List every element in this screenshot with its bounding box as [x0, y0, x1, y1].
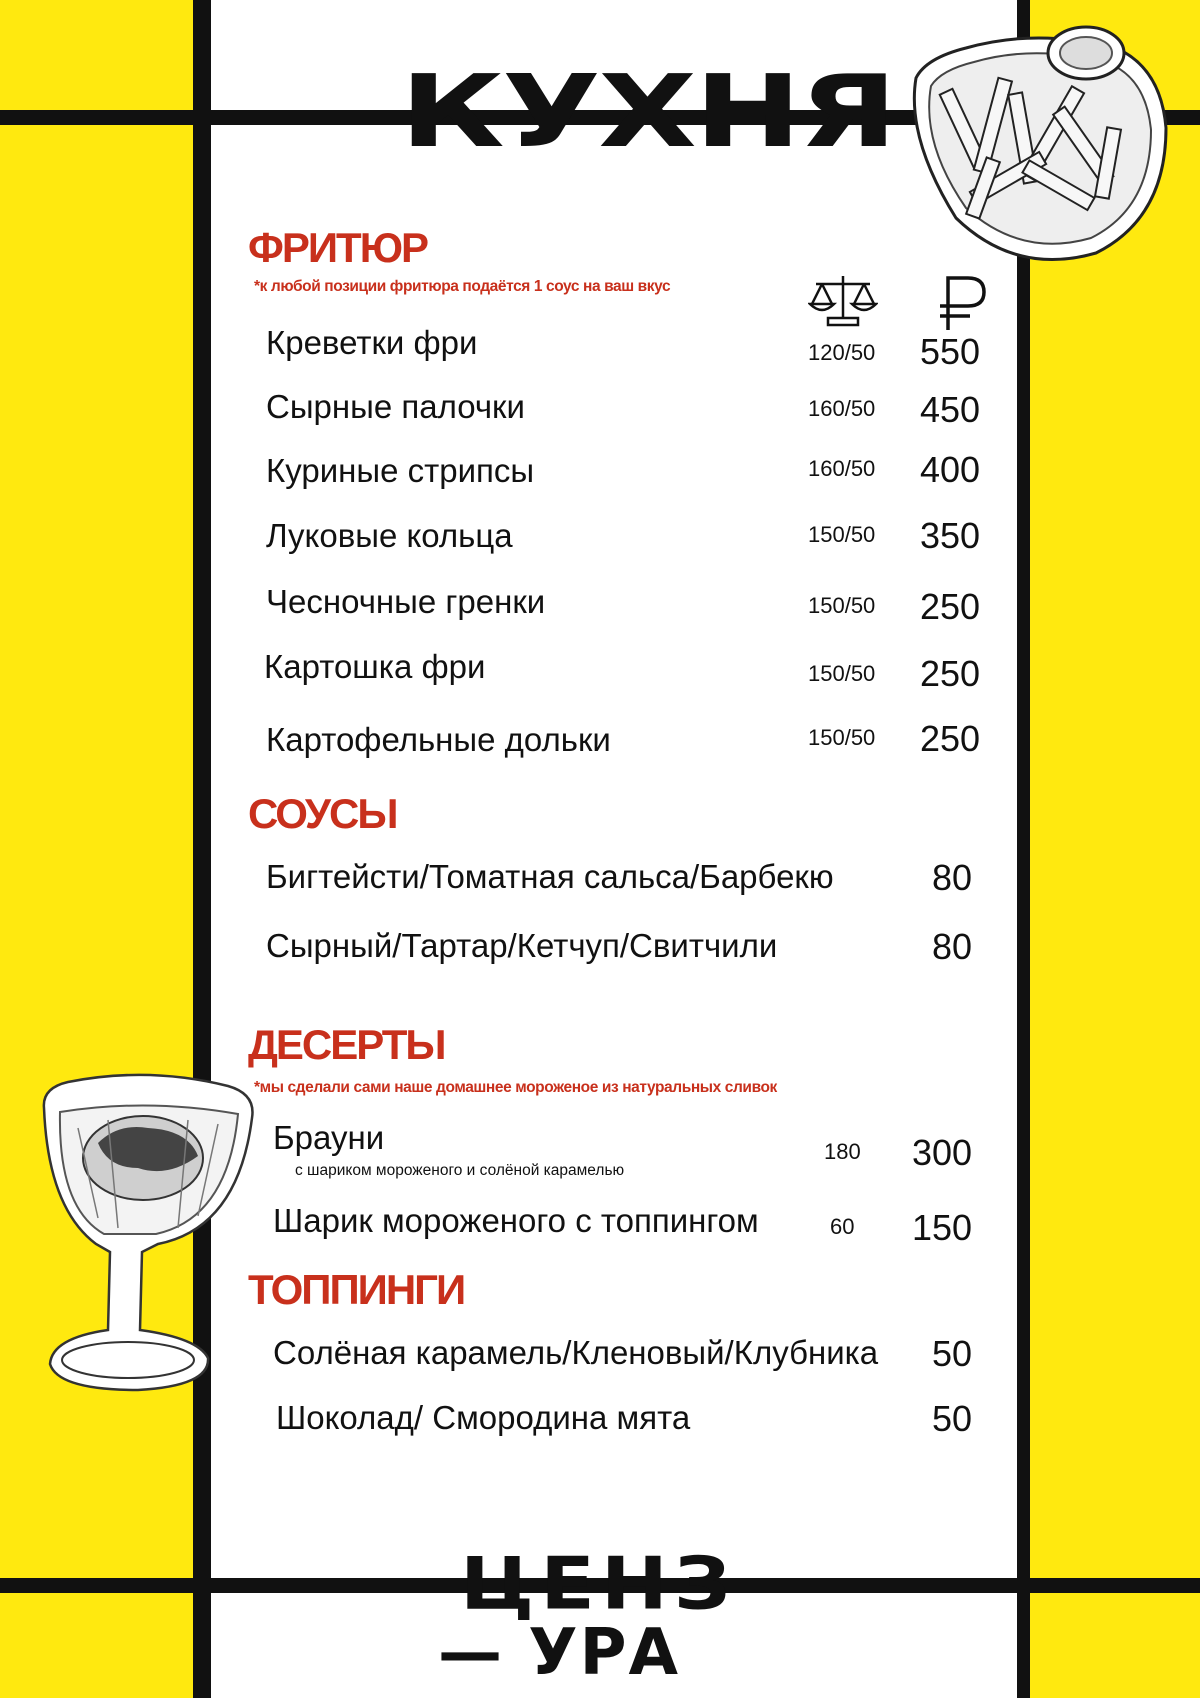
logo-line-1: ЦЕНЗ: [460, 1541, 737, 1626]
item-price: 450: [920, 389, 981, 430]
scales-icon: [808, 272, 878, 330]
section-title-fryer: ФРИТЮР: [248, 224, 428, 271]
section-note-fryer: *к любой позиции фритюра подаётся 1 соус на ваш вкус: [254, 278, 671, 295]
logo-line-2: — УРА: [438, 1616, 681, 1690]
item-price: 250: [920, 718, 981, 759]
item-name: Брауни: [273, 1119, 385, 1156]
item-weight: 60: [830, 1214, 855, 1239]
item-weight: 150/50: [808, 661, 876, 686]
item-price: 250: [920, 586, 981, 627]
ice-cream-glass-illustration: [38, 1068, 258, 1394]
section-note-desserts: *мы сделали сами наше домашнее мороженое из натуральных сливок: [254, 1079, 777, 1096]
item-name: Шарик мороженого с топпингом: [273, 1202, 759, 1239]
item-description: с шариком мороженого и солёной карамелью: [295, 1162, 625, 1179]
item-price: 80: [932, 926, 973, 967]
item-name: Солёная карамель/Кленовый/Клубника: [273, 1334, 879, 1371]
item-name: Сырный/Тартар/Кетчуп/Свитчили: [266, 927, 778, 964]
item-name: Картошка фри: [264, 648, 486, 685]
item-price: 550: [920, 331, 981, 372]
menu-item: [0, 326, 1200, 370]
item-price: 250: [920, 653, 981, 694]
item-price: 300: [912, 1132, 973, 1173]
menu-item: [0, 449, 1200, 498]
item-price: 150: [912, 1207, 973, 1248]
menu-item: [0, 585, 1200, 629]
item-price: 50: [932, 1398, 973, 1439]
item-weight: 150/50: [808, 593, 876, 618]
menu-item: [0, 1398, 1200, 1445]
section-title-sauces: СОУСЫ: [248, 790, 397, 837]
item-weight: 150/50: [808, 522, 876, 547]
item-name: Куриные стрипсы: [266, 452, 535, 489]
menu-item: [0, 515, 1200, 563]
item-name: Луковые кольца: [266, 517, 513, 554]
item-price: 350: [920, 515, 981, 556]
item-name: Бигтейсти/Томатная сальса/Барбекю: [266, 858, 834, 895]
item-weight: 160/50: [808, 396, 876, 421]
section-title-toppings: ТОППИНГИ: [248, 1266, 465, 1313]
item-name: Картофельные дольки: [266, 721, 611, 758]
item-price: 80: [932, 857, 973, 898]
fries-basket-illustration: [886, 8, 1172, 276]
item-weight: 160/50: [808, 456, 876, 481]
item-weight: 150/50: [808, 725, 876, 750]
item-name: Чесночные гренки: [266, 583, 546, 620]
item-weight: 180: [824, 1139, 861, 1164]
item-weight: 120/50: [808, 340, 876, 365]
menu-item: [0, 650, 1200, 694]
item-name: Креветки фри: [266, 324, 478, 361]
item-price: 400: [920, 449, 981, 490]
item-price: 50: [932, 1333, 973, 1374]
menu-item: [0, 390, 1200, 434]
menu-item: [0, 926, 1200, 973]
menu-item: [0, 857, 1200, 904]
item-name: Шоколад/ Смородина мята: [276, 1399, 691, 1436]
page-title: КУХНЯ: [400, 53, 895, 170]
section-title-desserts: ДЕСЕРТЫ: [248, 1021, 445, 1068]
item-name: Сырные палочки: [266, 388, 525, 425]
menu-item: [0, 718, 1200, 767]
ruble-icon: [934, 272, 994, 334]
